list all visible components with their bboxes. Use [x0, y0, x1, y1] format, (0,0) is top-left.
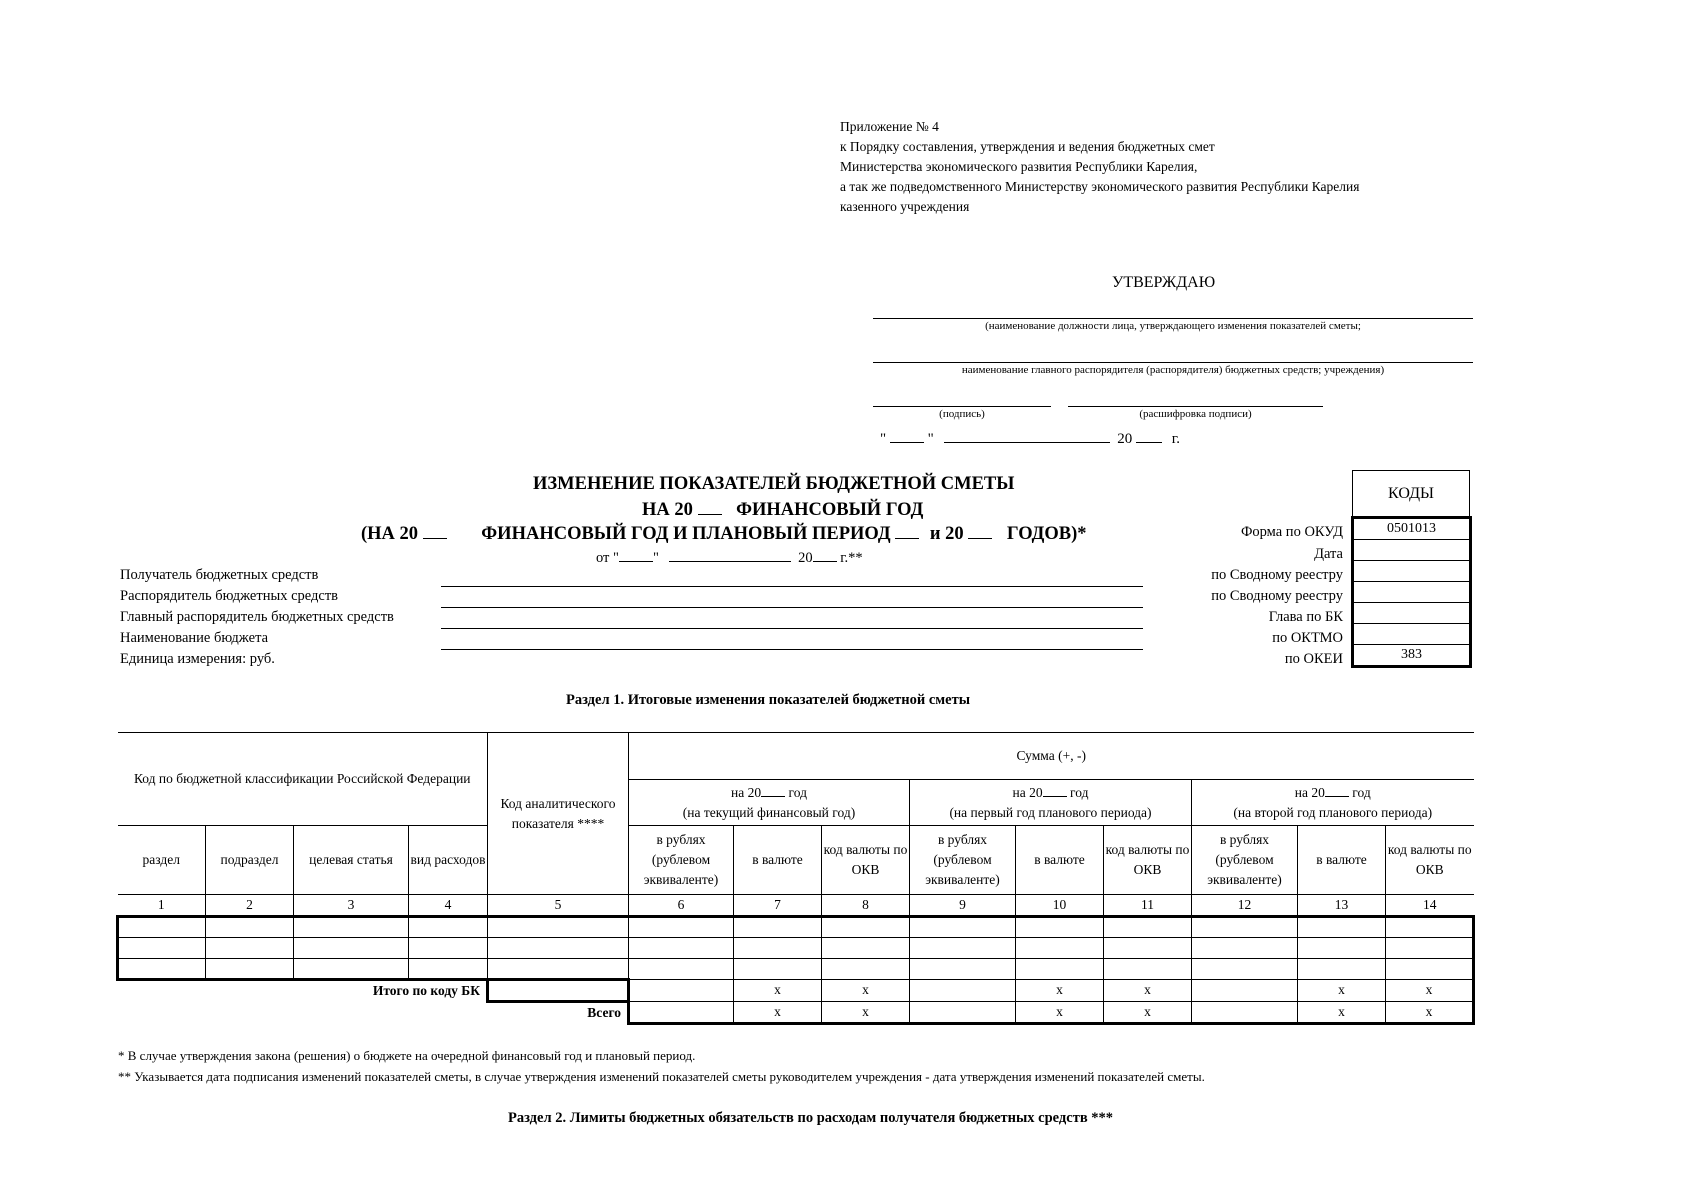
- data-cell[interactable]: [206, 938, 294, 959]
- col-header-podrazdel: подраздел: [206, 826, 294, 895]
- doc-date-prefix: от ": [596, 550, 619, 566]
- data-cell[interactable]: [1192, 959, 1298, 980]
- total-cell[interactable]: [1192, 980, 1298, 1002]
- x-mark: x: [822, 980, 910, 1002]
- data-cell[interactable]: [1016, 938, 1104, 959]
- year-suffix: год: [1070, 784, 1089, 800]
- total-all-row: [118, 1001, 1474, 1023]
- code-okei[interactable]: 383: [1401, 647, 1422, 662]
- doc-date: [596, 547, 863, 567]
- doc-title: ИЗМЕНЕНИЕ ПОКАЗАТЕЛЕЙ БЮДЖЕТНОЙ СМЕТЫ: [533, 474, 1015, 494]
- col-number: 7: [734, 895, 822, 917]
- signature-line: [873, 406, 1051, 407]
- x-mark: x: [734, 1001, 822, 1023]
- col-header-val: в валюте: [1016, 826, 1104, 895]
- total-bk-label: Итого по коду БК: [372, 983, 480, 998]
- recipient-field[interactable]: [441, 586, 1143, 587]
- data-cell[interactable]: [1016, 959, 1104, 980]
- doc-title-line3: [361, 522, 1087, 545]
- label-manager: Распорядитель бюджетных средств: [120, 588, 339, 604]
- day-blank: [619, 547, 653, 562]
- data-cell[interactable]: [1104, 938, 1192, 959]
- code-label: по ОКЕИ: [1284, 651, 1343, 667]
- x-mark: x: [1016, 1001, 1104, 1023]
- header-year-first: [910, 780, 1192, 826]
- data-cell[interactable]: [1386, 938, 1474, 959]
- col-number: 8: [822, 895, 910, 917]
- year-blank: [1136, 428, 1162, 443]
- x-mark: x: [1298, 980, 1386, 1002]
- doc-date-year: 20: [798, 550, 813, 566]
- appendix-line: казенного учреждения: [840, 199, 970, 214]
- header-analytic-code: Код аналитического показателя ****: [488, 733, 629, 895]
- approver-org-caption: наименование главного распорядителя (распорядителя) бюджетных средств; учреждения): [961, 364, 1385, 376]
- data-cell[interactable]: [1104, 959, 1192, 980]
- total-all-label: Всего: [587, 1004, 621, 1020]
- data-cell[interactable]: [629, 917, 734, 938]
- data-cell[interactable]: [734, 959, 822, 980]
- data-cell[interactable]: [629, 959, 734, 980]
- data-cell[interactable]: [118, 959, 206, 980]
- data-cell[interactable]: [1104, 917, 1192, 938]
- data-cell[interactable]: [910, 938, 1016, 959]
- total-cell[interactable]: [629, 980, 734, 1002]
- section1-title: Раздел 1. Итоговые изменения показателей бюджетной сметы: [566, 692, 971, 708]
- data-cell[interactable]: [910, 917, 1016, 938]
- col-number: 5: [488, 895, 629, 917]
- col-number: 6: [629, 895, 734, 917]
- col-header-rub: в рублях (рублевом эквиваленте): [629, 826, 734, 895]
- x-mark: x: [1104, 1001, 1192, 1023]
- code-date[interactable]: [1354, 540, 1469, 561]
- doc-date-suffix: г.**: [840, 550, 863, 566]
- label-budget-name: Наименование бюджета: [120, 630, 269, 646]
- col-number: 13: [1298, 895, 1386, 917]
- period-first: (на первый год планового периода): [949, 804, 1152, 820]
- x-mark: x: [734, 980, 822, 1002]
- year-suffix: год: [1352, 784, 1371, 800]
- appendix-line: Министерства экономического развития Республики Карелия,: [840, 159, 1198, 174]
- doc-date-quote: ": [652, 550, 659, 566]
- data-cell[interactable]: [1192, 938, 1298, 959]
- chief-manager-field[interactable]: [441, 628, 1143, 629]
- col-header-rub: в рублях (рублевом эквиваленте): [910, 826, 1016, 895]
- data-cell[interactable]: [409, 959, 488, 980]
- data-cell[interactable]: [1192, 917, 1298, 938]
- x-mark: x: [1386, 980, 1474, 1002]
- col-header-val: в валюте: [1298, 826, 1386, 895]
- data-cell[interactable]: [488, 938, 629, 959]
- period-second: (на второй год планового периода): [1233, 804, 1433, 820]
- data-cell[interactable]: [118, 938, 206, 959]
- data-cell[interactable]: [409, 938, 488, 959]
- data-cell[interactable]: [488, 917, 629, 938]
- col-number: 2: [206, 895, 294, 917]
- label-unit: Единица измерения: руб.: [120, 651, 275, 667]
- label-chief-manager: Главный распорядитель бюджетных средств: [120, 609, 394, 625]
- code-label: Дата: [1314, 546, 1343, 562]
- code-label: по Сводному реестру: [1211, 567, 1343, 583]
- x-mark: x: [1104, 980, 1192, 1002]
- data-cell[interactable]: [294, 959, 409, 980]
- label-recipient: Получатель бюджетных средств: [120, 567, 319, 583]
- title-year-blank: [423, 522, 447, 539]
- approver-org-line: [873, 362, 1473, 363]
- col-header-vid: вид расходов: [409, 826, 488, 895]
- year-suffix: г.: [1171, 431, 1180, 447]
- x-mark: x: [1386, 1001, 1474, 1023]
- footnote-2: ** Указывается дата подписания изменений показателей сметы, в случае утверждения изменений показателей сметы руководителем учреждения - дата утверждения изменений показателей сметы.: [118, 1069, 1205, 1084]
- data-cell[interactable]: [118, 917, 206, 938]
- data-cell[interactable]: [734, 917, 822, 938]
- manager-field[interactable]: [441, 607, 1143, 608]
- data-cell[interactable]: [206, 959, 294, 980]
- total-cell[interactable]: [910, 1001, 1016, 1023]
- year-prefix: 20: [1117, 431, 1133, 447]
- date-quote: ": [927, 431, 934, 447]
- approver-position-caption: (наименование должности лица, утверждающего изменения показателей сметы;: [985, 320, 1361, 332]
- title-year-prefix: НА 20: [642, 500, 693, 520]
- table-row: [118, 917, 1474, 938]
- year-prefix: на 20: [1012, 784, 1043, 800]
- period-current: (на текущий финансовый год): [682, 804, 856, 820]
- total-bk-row: [118, 980, 1474, 1002]
- title-line3-d: ГОДОВ)*: [1006, 524, 1087, 544]
- codes-box: [1351, 516, 1472, 668]
- col-header-razdel: раздел: [118, 826, 206, 895]
- year-suffix: год: [788, 784, 807, 800]
- title-fin-year: ФИНАНСОВЫЙ ГОД: [736, 500, 924, 520]
- col-header-okv: код валюты по ОКВ: [822, 826, 910, 895]
- appendix-line: Приложение № 4: [840, 119, 939, 134]
- x-mark: x: [822, 1001, 910, 1023]
- code-registry-1[interactable]: [1354, 561, 1469, 582]
- data-cell[interactable]: [488, 959, 629, 980]
- header-bk-code: Код по бюджетной классификации Российской Федерации: [118, 733, 488, 826]
- footnote-1: * В случае утверждения закона (решения) о бюджете на очередной финансовый год и плановый период.: [118, 1048, 696, 1063]
- x-mark: x: [1298, 1001, 1386, 1023]
- header-year-current: [629, 780, 910, 826]
- month-blank: [944, 428, 1110, 443]
- col-number: 4: [409, 895, 488, 917]
- title-line3-a: (НА 20: [361, 524, 419, 544]
- code-chapter-bk[interactable]: [1354, 603, 1469, 624]
- appendix-block: [840, 117, 1359, 217]
- section1-table: [116, 732, 1475, 1025]
- total-bk-analytic-cell[interactable]: [488, 980, 629, 1002]
- col-header-val: в валюте: [734, 826, 822, 895]
- x-mark: x: [1016, 980, 1104, 1002]
- col-number: 12: [1192, 895, 1298, 917]
- total-cell[interactable]: [910, 980, 1016, 1002]
- col-header-celevaya: целевая статья: [294, 826, 409, 895]
- data-cell[interactable]: [1298, 938, 1386, 959]
- title-year-blank: [895, 522, 919, 539]
- day-blank: [890, 428, 924, 443]
- col-number: 9: [910, 895, 1016, 917]
- code-oktmo[interactable]: [1354, 624, 1469, 645]
- col-number: 3: [294, 895, 409, 917]
- data-cell[interactable]: [629, 938, 734, 959]
- data-cell[interactable]: [1016, 917, 1104, 938]
- budget-name-field[interactable]: [441, 649, 1143, 650]
- signature-caption: (подпись): [939, 408, 985, 420]
- total-cell[interactable]: [1192, 1001, 1298, 1023]
- month-blank: [669, 547, 791, 562]
- data-cell[interactable]: [822, 938, 910, 959]
- table-row: [118, 959, 1474, 980]
- data-cell[interactable]: [734, 938, 822, 959]
- table-row: [118, 938, 1474, 959]
- title-year-blank: [968, 522, 992, 539]
- col-number: 11: [1104, 895, 1192, 917]
- approver-position-line: [873, 318, 1473, 319]
- code-label: Форма по ОКУД: [1240, 524, 1343, 540]
- col-number: 10: [1016, 895, 1104, 917]
- year-blank: [1325, 783, 1349, 797]
- year-blank: [813, 547, 837, 562]
- approve-heading: УТВЕРЖДАЮ: [1112, 274, 1216, 291]
- decoding-line: [1068, 406, 1323, 407]
- data-cell[interactable]: [294, 938, 409, 959]
- doc-title-line2: [642, 498, 923, 521]
- appendix-line: к Порядку составления, утверждения и ведения бюджетных смет: [840, 139, 1215, 154]
- data-cell[interactable]: [1298, 917, 1386, 938]
- col-number: 1: [118, 895, 206, 917]
- data-cell[interactable]: [822, 959, 910, 980]
- approval-date: [880, 428, 1180, 448]
- year-prefix: на 20: [1294, 784, 1325, 800]
- data-cell[interactable]: [1298, 959, 1386, 980]
- col-header-rub: в рублях (рублевом эквиваленте): [1192, 826, 1298, 895]
- data-cell[interactable]: [822, 917, 910, 938]
- data-cell[interactable]: [294, 917, 409, 938]
- date-quote: ": [880, 431, 887, 447]
- data-cell[interactable]: [206, 917, 294, 938]
- code-label: по ОКТМО: [1272, 630, 1343, 646]
- data-cell[interactable]: [1386, 959, 1474, 980]
- header-sum: Сумма (+, -): [629, 733, 1474, 780]
- title-line3-b: ФИНАНСОВЫЙ ГОД И ПЛАНОВЫЙ ПЕРИОД: [481, 524, 891, 544]
- data-cell[interactable]: [910, 959, 1016, 980]
- code-registry-2[interactable]: [1354, 582, 1469, 603]
- data-cell[interactable]: [409, 917, 488, 938]
- code-label: Глава по БК: [1268, 609, 1343, 625]
- codes-header: КОДЫ: [1352, 470, 1470, 517]
- total-cell[interactable]: [629, 1001, 734, 1023]
- col-number: 14: [1386, 895, 1474, 917]
- decoding-caption: (расшифровка подписи): [1139, 408, 1252, 420]
- col-header-okv: код валюты по ОКВ: [1104, 826, 1192, 895]
- section2-title: Раздел 2. Лимиты бюджетных обязательств по расходам получателя бюджетных средств ***: [508, 1110, 1114, 1126]
- title-year-blank: [698, 498, 722, 515]
- year-blank: [761, 783, 785, 797]
- title-line3-c: и 20: [929, 524, 964, 544]
- code-label: по Сводному реестру: [1211, 588, 1343, 604]
- year-prefix: на 20: [731, 784, 762, 800]
- data-cell[interactable]: [1386, 917, 1474, 938]
- header-year-second: [1192, 780, 1474, 826]
- year-blank: [1043, 783, 1067, 797]
- col-header-okv: код валюты по ОКВ: [1386, 826, 1474, 895]
- appendix-line: а так же подведомственного Министерству экономического развития Республики Карелия: [840, 179, 1360, 194]
- code-okud[interactable]: 0501013: [1354, 519, 1469, 540]
